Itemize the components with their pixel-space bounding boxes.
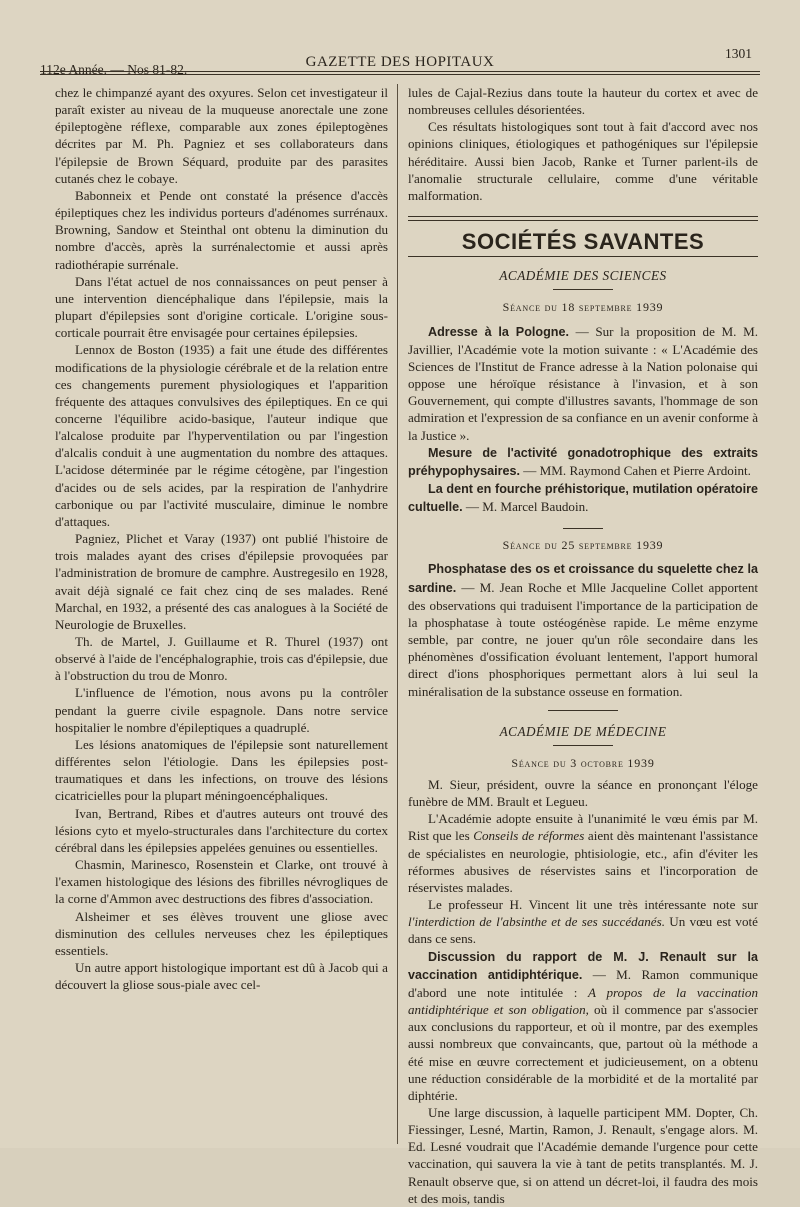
header-rule-bottom <box>40 74 760 75</box>
paragraph: L'Académie adopte ensuite à l'unanimité le vœu émis par M. Rist que les Conseils de réformes aient dès maintenant l'assistance de spécialistes en neurologie, phtisiologie, etc., afin d'éviter les réformes abusives de réservistes sains et l'incorporation de réservistes malades. <box>408 811 758 895</box>
academie-medecine-title: ACADÉMIE DE MÉDECINE <box>499 723 667 739</box>
communication: La dent en fourche préhistorique, mutilation opératoire cultuelle. — M. Marcel Baudoin. <box>408 481 758 515</box>
right-column <box>408 84 758 1207</box>
section-title: SOCIÉTÉS SAVANTES <box>461 229 705 255</box>
communication: Adresse à la Pologne. — Sur la proposition de M. M. Javillier, l'Académie vote la motion suivante : « L'Académie des Sciences de l'Institut de France adresse à la Nation polonaise qui oppose une héroïque résistance à l'invasion, et à son Gouvernement, qui compte d'illustres savants, l'hommage de son admiration et l'expression de sa confiance en un avenir conforme à la Justice ». <box>408 323 758 443</box>
communication: Phosphatase des os et croissance du squelette chez la sardine. — M. Jean Roche et Mlle Jacqueline Collet apportent des observations qui traduisent l'importance de la participation de la phosphatase à toute ostéogénèse rapide. Le même enzyme semble, par contre, ne jouer qu'un rôle secondaire dans les phénomènes d'ossification évoluant lentement, l'apport humoral direct d'ions phosphoriques permettant alors à lui seul la minéralisation de la substance osseuse en formation. <box>408 562 758 699</box>
paragraph: Le professeur H. Vincent lit une très intéressante note sur l'interdiction de l'absinthe et de ses succédanés. Un vœu est voté dans ce sens. <box>408 897 758 947</box>
page-number: 1301 <box>725 46 752 61</box>
paragraph: Ces résultats histologiques sont tout à fait d'accord avec nos opinions cliniques, étiologiques et pathogéniques sur l'épilepsie héréditaire. Aussi bien Jacob, Ranke et Turner parlent-ils de l'anomalie structurale cellulaire, comme d'une véritable malformation. <box>408 119 758 203</box>
paragraph: Ivan, Bertrand, Ribes et d'autres auteurs ont trouvé des lésions cyto et myelo-structurales dans l'architecture du cortex cérébral dans les épilepsies appelées genuines ou essentielles. <box>55 805 388 855</box>
paragraph: Pagniez, Plichet et Varay (1937) ont publié l'histoire de trois malades ayant des crises d'épilepsie provoquées par l'administration de bromure de camphre. Austregesilo en 1928, avait déjà signalé ce fait chez cinq de ses malades. René Marchal, en 1932, a présenté des cas analogues à la Société de Neurologie de Bruxelles. <box>55 531 388 632</box>
paragraph: Babonneix et Pende ont constaté la présence d'accès épileptiques chez les individus porteurs d'adénomes surrénaux. Browning, Sandow et Steinthal ont obtenu la diminution du nombre d'accès, après la surrénalectomie et aussi après radiothérapie surrénale. <box>55 187 388 272</box>
paragraph: Les lésions anatomiques de l'épilepsie sont naturellement différentes selon l'étiologie. Dans les épilepsies post-traumatiques et dans les infections, on trouve des lésions cicatricielles pour la plupart méningoencéphaliques. <box>55 736 388 804</box>
paragraph: Un autre apport histologique important est dû à Jacob qui a découvert la gliose sous-piale avec cel- <box>55 959 388 993</box>
academie-sciences-title: ACADÉMIE DES SCIENCES <box>499 268 667 284</box>
left-column <box>55 84 388 993</box>
paragraph: chez le chimpanzé ayant des oxyures. Selon cet investigateur il paraît exister au niveau de la muqueuse anorectale une zone épileptogène réflexe, comparable aux zones épileptogènes décrites par M. Ph. Pagniez et ses collaborateurs dans l'épilepsie de Brown Séquard, produite par des parasites cutanés chez le cobaye. <box>55 85 388 186</box>
seance-date: Séance du 25 septembre 1939 <box>502 538 664 553</box>
journal-title: GAZETTE DES HOPITAUX <box>305 54 495 70</box>
paragraph: lules de Cajal-Rezius dans toute la hauteur du cortex et avec de nombreuses cellules désorientées. <box>408 85 758 118</box>
paragraph: M. Sieur, président, ouvre la séance en prononçant l'éloge funèbre de MM. Brault et Legueu. <box>408 777 758 810</box>
paragraph: Chasmin, Marinesco, Rosenstein et Clarke, ont trouvé à l'examen histologique des lésions des fibrilles névrogliques de la corne d'Ammon avec destructions des fibres d'association. <box>55 857 388 907</box>
page-header <box>40 46 760 77</box>
communication: Mesure de l'activité gonadotrophique des extraits préhypophysaires. — MM. Raymond Cahen et Pierre Ardoint. <box>408 445 758 478</box>
header-rule-top <box>40 71 760 72</box>
column-divider <box>397 84 398 1144</box>
paragraph: Alsheimer et ses élèves trouvent une gliose avec disminution des cellules nerveuses chez les épileptiques essentiels. <box>55 908 388 958</box>
paragraph: Une large discussion, à laquelle participent MM. Dopter, Ch. Fiessinger, Lesné, Martin, Ramon, J. Renault, s'engage alors. M. Ed. Lesné voudrait que l'Académie demande l'urgence pour cette vaccination, qui sauvera la vie à tant de petits transplantés. M. J. Renault observe que, si on attend un décret-loi, il faudra des mois et des mois, tandis <box>408 1104 758 1206</box>
seance-date: Séance du 3 octobre 1939 <box>511 755 655 770</box>
paragraph: Discussion du rapport de M. J. Renault sur la vaccination antidiphtérique. — M. Ramon communique d'abord une note intitulée : A propos de la vaccination antidiphtérique et son obligation, où il commence par s'associer aux conclusions du rapporteur, et où il montre, par des exemples aussi nombreux que convaincants, que, partout où la méthode a été mise en œuvre correctement et judicieusement, on a obtenu une réduction considérable de la morbidité et de la mortalité par diphtérie. <box>408 949 758 1103</box>
paragraph: Th. de Martel, J. Guillaume et R. Thurel (1937) ont observé à l'aide de l'encéphalographie, trois cas d'épilepsie, due à l'obstruction du trou de Monro. <box>55 634 388 684</box>
paragraph: L'influence de l'émotion, nous avons pu la contrôler pendant la guerre civile espagnole. Dans notre service hospitalier le nombre d'épileptiques a quadruplé. <box>55 685 388 735</box>
seance-date: Séance du 18 septembre 1939 <box>502 300 664 315</box>
issue-number: 112e Année. — Nos 81-82. <box>40 62 188 77</box>
paragraph: Dans l'état actuel de nos connaissances on peut penser à une intervention diencéphalique dans l'épilepsie, mais la plupart d'épilepsies sont d'origine corticale. L'origine sous-corticale pourrait être envisagée pour certaines épilepsies. <box>55 273 388 341</box>
paragraph: Lennox de Boston (1935) a fait une étude des différentes modifications de la physiologie cérébrale et de la relation entre ces changements purement physiologiques et l'apparition fréquente des attaques convulsives des épileptiques. En ce qui concerne l'équilibre acido-basique, l'auteur indique que l'alcalose produite par l'hyperventilation ou par l'ingestion d'alcalis conduit à une augmentation du nombre des attaques. L'acidose déterminée par le régime cétogène, par l'ingestion d'acides ou de sels acides, par la respiration de l'anhydrire carbonique ou par l'activité musculaire, diminue le nombre d'attaques. <box>55 342 388 529</box>
